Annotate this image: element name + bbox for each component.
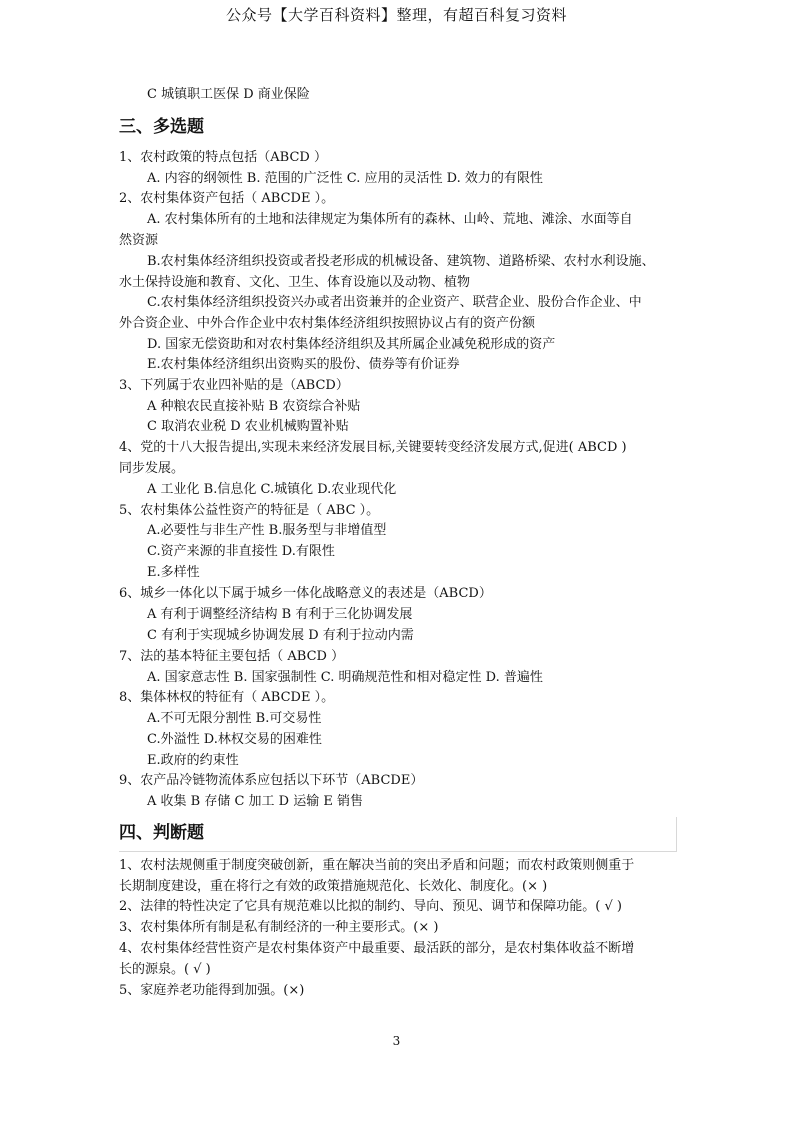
- text-continuation: 然资源: [119, 233, 159, 248]
- answer-options: A 工业化 B.信息化 C.城镇化 D.农业现代化: [147, 482, 397, 497]
- question-text: 4、党的十八大报告提出,实现未来经济发展目标,关键要转变经济发展方式,促进( ABCD ): [119, 440, 627, 455]
- answer-options: C 取消农业税 D 农业机械购置补贴: [147, 419, 349, 434]
- question-text: 5、家庭养老功能得到加强。(×): [119, 983, 305, 998]
- question-text: 2、法律的特性决定了它具有规范难以比拟的制约、导向、预见、调节和保障功能。( √ ): [119, 899, 622, 914]
- answer-options: E.农村集体经济组织出资购买的股份、债券等有价证券: [147, 357, 460, 372]
- answer-options: A.不可无限分割性 B.可交易性: [147, 711, 322, 726]
- text-continuation: 水土保持设施和教育、文化、卫生、体育设施以及动物、植物: [119, 275, 471, 290]
- answer-options: A 种粮农民直接补贴 B 农资综合补贴: [147, 399, 361, 414]
- question-text: 6、城乡一体化以下属于城乡一体化战略意义的表述是（ABCD）: [119, 586, 492, 601]
- answer-options: A 收集 B 存储 C 加工 D 运输 E 销售: [147, 794, 363, 809]
- question-text: 3、农村集体所有制是私有制经济的一种主要形式。(× ): [119, 920, 439, 935]
- question-text: 1、农村法规侧重于制度突破创新，重在解决当前的突出矛盾和问题；而农村政策则侧重于: [119, 858, 635, 873]
- question-text: 3、下列属于农业四补贴的是（ABCD）: [119, 378, 349, 393]
- answer-options: C.外溢性 D.林权交易的困难性: [147, 732, 322, 747]
- text-continuation: 长的源泉。( √ ): [119, 962, 211, 977]
- page-number: 3: [392, 1034, 401, 1048]
- question-text: 9、农产品冷链物流体系应包括以下环节（ABCDE）: [119, 773, 424, 788]
- text-continuation: 同步发展。: [119, 461, 185, 476]
- question-text: 5、农村集体公益性资产的特征是（ ABC ）。: [119, 503, 380, 518]
- answer-options: A. 内容的纲领性 B. 范围的广泛性 C. 应用的灵活性 D. 效力的有限性: [147, 171, 543, 186]
- question-text: 4、农村集体经营性资产是农村集体资产中最重要、最活跃的部分，是农村集体收益不断增: [119, 941, 635, 956]
- section-heading: 四、判断题: [119, 823, 204, 843]
- text-continuation: 长期制度建设，重在将行之有效的政策措施规范化、长效化、制度化。(× ): [119, 879, 548, 894]
- answer-options: C 城镇职工医保 D 商业保险: [147, 87, 310, 102]
- answer-options: A.必要性与非生产性 B.服务型与非增值型: [147, 523, 387, 538]
- question-text: 7、法的基本特征主要包括（ ABCD ）: [119, 649, 345, 664]
- question-text: 1、农村政策的特点包括（ABCD ）: [119, 150, 327, 165]
- answer-options: D. 国家无偿资助和对农村集体经济组织及其所属企业减免税形成的资产: [147, 337, 556, 352]
- question-text: 8、集体林权的特征有（ ABCDE ）。: [119, 690, 335, 705]
- answer-options: C.农村集体经济组织投资兴办或者出资兼并的企业资产、联营企业、股份合作企业、中: [147, 295, 642, 310]
- answer-options: E.多样性: [147, 565, 200, 580]
- section-divider-box: [119, 817, 677, 852]
- answer-options: C 有利于实现城乡协调发展 D 有利于拉动内需: [147, 628, 414, 643]
- answer-options: A. 国家意志性 B. 国家强制性 C. 明确规范性和相对稳定性 D. 普遍性: [147, 670, 543, 685]
- answer-options: A. 农村集体所有的土地和法律规定为集体所有的森林、山岭、荒地、滩涂、水面等自: [147, 212, 633, 227]
- answer-options: A 有利于调整经济结构 B 有利于三化协调发展: [147, 607, 413, 622]
- section-heading: 三、多选题: [119, 117, 204, 137]
- page-header: 公众号【大学百科资料】整理，有超百科复习资料: [225, 6, 567, 24]
- text-continuation: 外合资企业、中外合作企业中农村集体经济组织按照协议占有的资产份额: [119, 316, 536, 331]
- answer-options: C.资产来源的非直接性 D.有限性: [147, 544, 335, 559]
- question-text: 2、农村集体资产包括（ ABCDE ）。: [119, 191, 335, 206]
- answer-options: B.农村集体经济组织投资或者投老形成的机械设备、建筑物、道路桥梁、农村水利设施、: [147, 254, 655, 269]
- answer-options: E.政府的约束性: [147, 753, 239, 768]
